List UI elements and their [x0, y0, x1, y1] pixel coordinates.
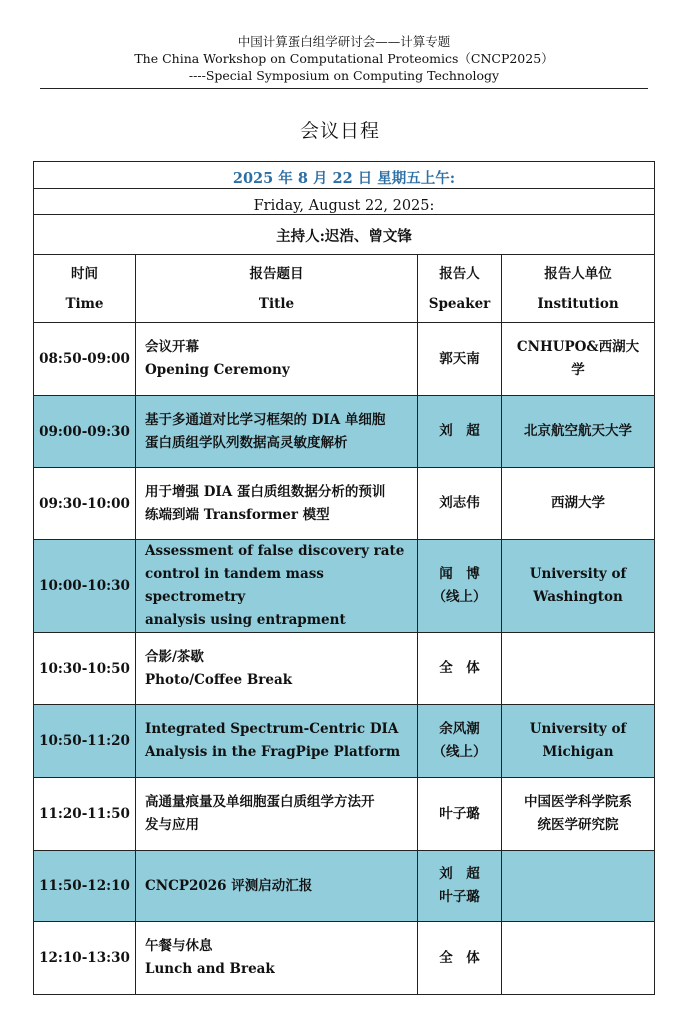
institution-cell	[502, 633, 655, 705]
title-cell-line: 午餐与休息	[145, 938, 213, 954]
title-cell-line: control in tandem mass spectrometry	[145, 566, 324, 605]
title-cell-line: 会议开幕	[145, 339, 199, 355]
title-cell-line: Opening Ceremony	[145, 362, 290, 378]
speaker-cell	[418, 396, 502, 468]
institution-cell	[502, 396, 655, 468]
title-cell-line: 蛋白质组学队列数据高灵敏度解析	[145, 434, 348, 451]
speaker-cell	[418, 705, 502, 778]
time-cell: 11:20-11:50	[34, 778, 136, 851]
time-cell: 10:30-10:50	[34, 633, 136, 705]
col-header-time-en: Time	[65, 295, 104, 312]
title-cell	[136, 922, 418, 995]
speaker-cell-line: 叶子璐	[439, 805, 480, 822]
speaker-cell	[418, 323, 502, 396]
institution-cell	[502, 705, 655, 778]
institution-cell-line: Washington	[533, 589, 623, 605]
time-cell: 11:50-12:10	[34, 851, 136, 922]
table-row	[34, 468, 655, 540]
institution-cell-line: 统医学研究院	[537, 817, 619, 833]
speaker-cell	[418, 468, 502, 540]
title-cell-line: Integrated Spectrum-Centric DIA	[145, 721, 399, 737]
table-row	[34, 396, 655, 468]
header-line-en: The China Workshop on Computational Proteomics（CNCP2025）	[134, 51, 554, 66]
table-row	[34, 633, 655, 705]
speaker-cell	[418, 633, 502, 705]
title-cell-line: 基于多通道对比学习框架的 DIA 单细胞	[145, 411, 386, 428]
institution-cell-line: 北京航空航天大学	[524, 423, 632, 439]
title-cell	[136, 705, 418, 778]
title-cell	[136, 396, 418, 468]
col-header-speaker-en: Speaker	[428, 295, 491, 312]
table-row	[34, 323, 655, 396]
institution-cell-line: University of	[529, 566, 627, 582]
speaker-cell	[418, 778, 502, 851]
institution-cell-line: University of	[529, 721, 627, 737]
speaker-cell-line: 叶子璐	[439, 889, 480, 905]
title-cell	[136, 633, 418, 705]
title-cell-line: Lunch and Break	[145, 961, 275, 977]
speaker-cell-line: 刘 超	[439, 866, 480, 882]
table-row	[34, 778, 655, 851]
title-cell-line: 合影/茶歇	[145, 648, 204, 665]
time-cell: 08:50-09:00	[34, 323, 136, 396]
title-cell-line: 练端到端 Transformer 模型	[145, 506, 330, 523]
col-header-institution-cn: 报告人单位	[544, 265, 612, 282]
schedule-table	[33, 161, 655, 995]
title-cell-line: Assessment of false discovery rate	[145, 543, 405, 559]
header-line-sub: ----Special Symposium on Computing Technology	[188, 68, 500, 83]
speaker-cell-line: 全 体	[439, 949, 480, 966]
col-header-institution-en: Institution	[537, 295, 619, 312]
title-cell-line: 高通量痕量及单细胞蛋白质组学方法开	[145, 794, 375, 810]
title-cell-line: analysis using entrapment	[145, 612, 346, 628]
title-cell-line: 发与应用	[145, 817, 199, 833]
header-rule	[40, 88, 648, 89]
col-header-title-en: Title	[258, 295, 295, 312]
col-header-title	[136, 255, 418, 323]
col-header-title-cn: 报告题目	[249, 265, 304, 282]
table-row	[34, 540, 655, 633]
document-header	[40, 33, 648, 84]
col-header-speaker-cn: 报告人	[439, 265, 480, 282]
speaker-cell	[418, 540, 502, 633]
col-header-institution	[502, 255, 655, 323]
institution-cell	[502, 323, 655, 396]
institution-cell	[502, 922, 655, 995]
speaker-cell-line: 刘 超	[439, 423, 480, 439]
speaker-cell-line: 余风潮	[439, 721, 480, 737]
title-cell	[136, 778, 418, 851]
time-cell: 09:00-09:30	[34, 396, 136, 468]
speaker-cell-line: 全 体	[439, 660, 480, 676]
title-cell	[136, 468, 418, 540]
time-cell: 12:10-13:30	[34, 922, 136, 995]
institution-cell	[502, 468, 655, 540]
speaker-cell	[418, 922, 502, 995]
title-cell-line: 用于增强 DIA 蛋白质组数据分析的预训	[145, 483, 386, 500]
page-title: 会议日程	[299, 120, 380, 142]
session-date-en: Friday, August 22, 2025:	[34, 189, 655, 215]
institution-cell	[502, 540, 655, 633]
title-cell-line: Analysis in the FragPipe Platform	[145, 744, 401, 760]
institution-cell-line: 西湖大学	[551, 495, 605, 511]
table-row	[34, 705, 655, 778]
speaker-cell-line: 刘志伟	[439, 495, 480, 511]
institution-cell-line: 中国医学科学院系	[524, 794, 632, 810]
speaker-cell-line: （线上）	[432, 589, 487, 605]
time-cell: 09:30-10:00	[34, 468, 136, 540]
institution-cell-line: 学	[571, 362, 585, 378]
speaker-cell-line: 郭天南	[439, 350, 480, 367]
speaker-cell	[418, 851, 502, 922]
institution-cell	[502, 778, 655, 851]
title-cell	[136, 540, 418, 633]
title-cell-line: CNCP2026 评测启动汇报	[145, 877, 313, 894]
table-row	[34, 922, 655, 995]
session-hosts: 主持人:迟浩、曾文锋	[34, 215, 655, 255]
header-line-cn: 中国计算蛋白组学研讨会——计算专题	[237, 34, 451, 49]
institution-cell	[502, 851, 655, 922]
col-header-time	[34, 255, 136, 323]
title-cell-line: Photo/Coffee Break	[145, 671, 293, 688]
speaker-cell-line: 闻 博	[439, 566, 480, 582]
table-row	[34, 851, 655, 922]
title-cell	[136, 851, 418, 922]
session-date-cn: 2025 年 8 月 22 日 星期五上午:	[34, 162, 655, 189]
title-cell	[136, 323, 418, 396]
speaker-cell-line: （线上）	[432, 744, 487, 760]
institution-cell-line: CNHUPO&西湖大	[516, 339, 640, 355]
col-header-time-cn: 时间	[71, 265, 98, 282]
institution-cell-line: Michigan	[542, 744, 614, 760]
time-cell: 10:50-11:20	[34, 705, 136, 778]
col-header-speaker	[418, 255, 502, 323]
time-cell: 10:00-10:30	[34, 540, 136, 633]
